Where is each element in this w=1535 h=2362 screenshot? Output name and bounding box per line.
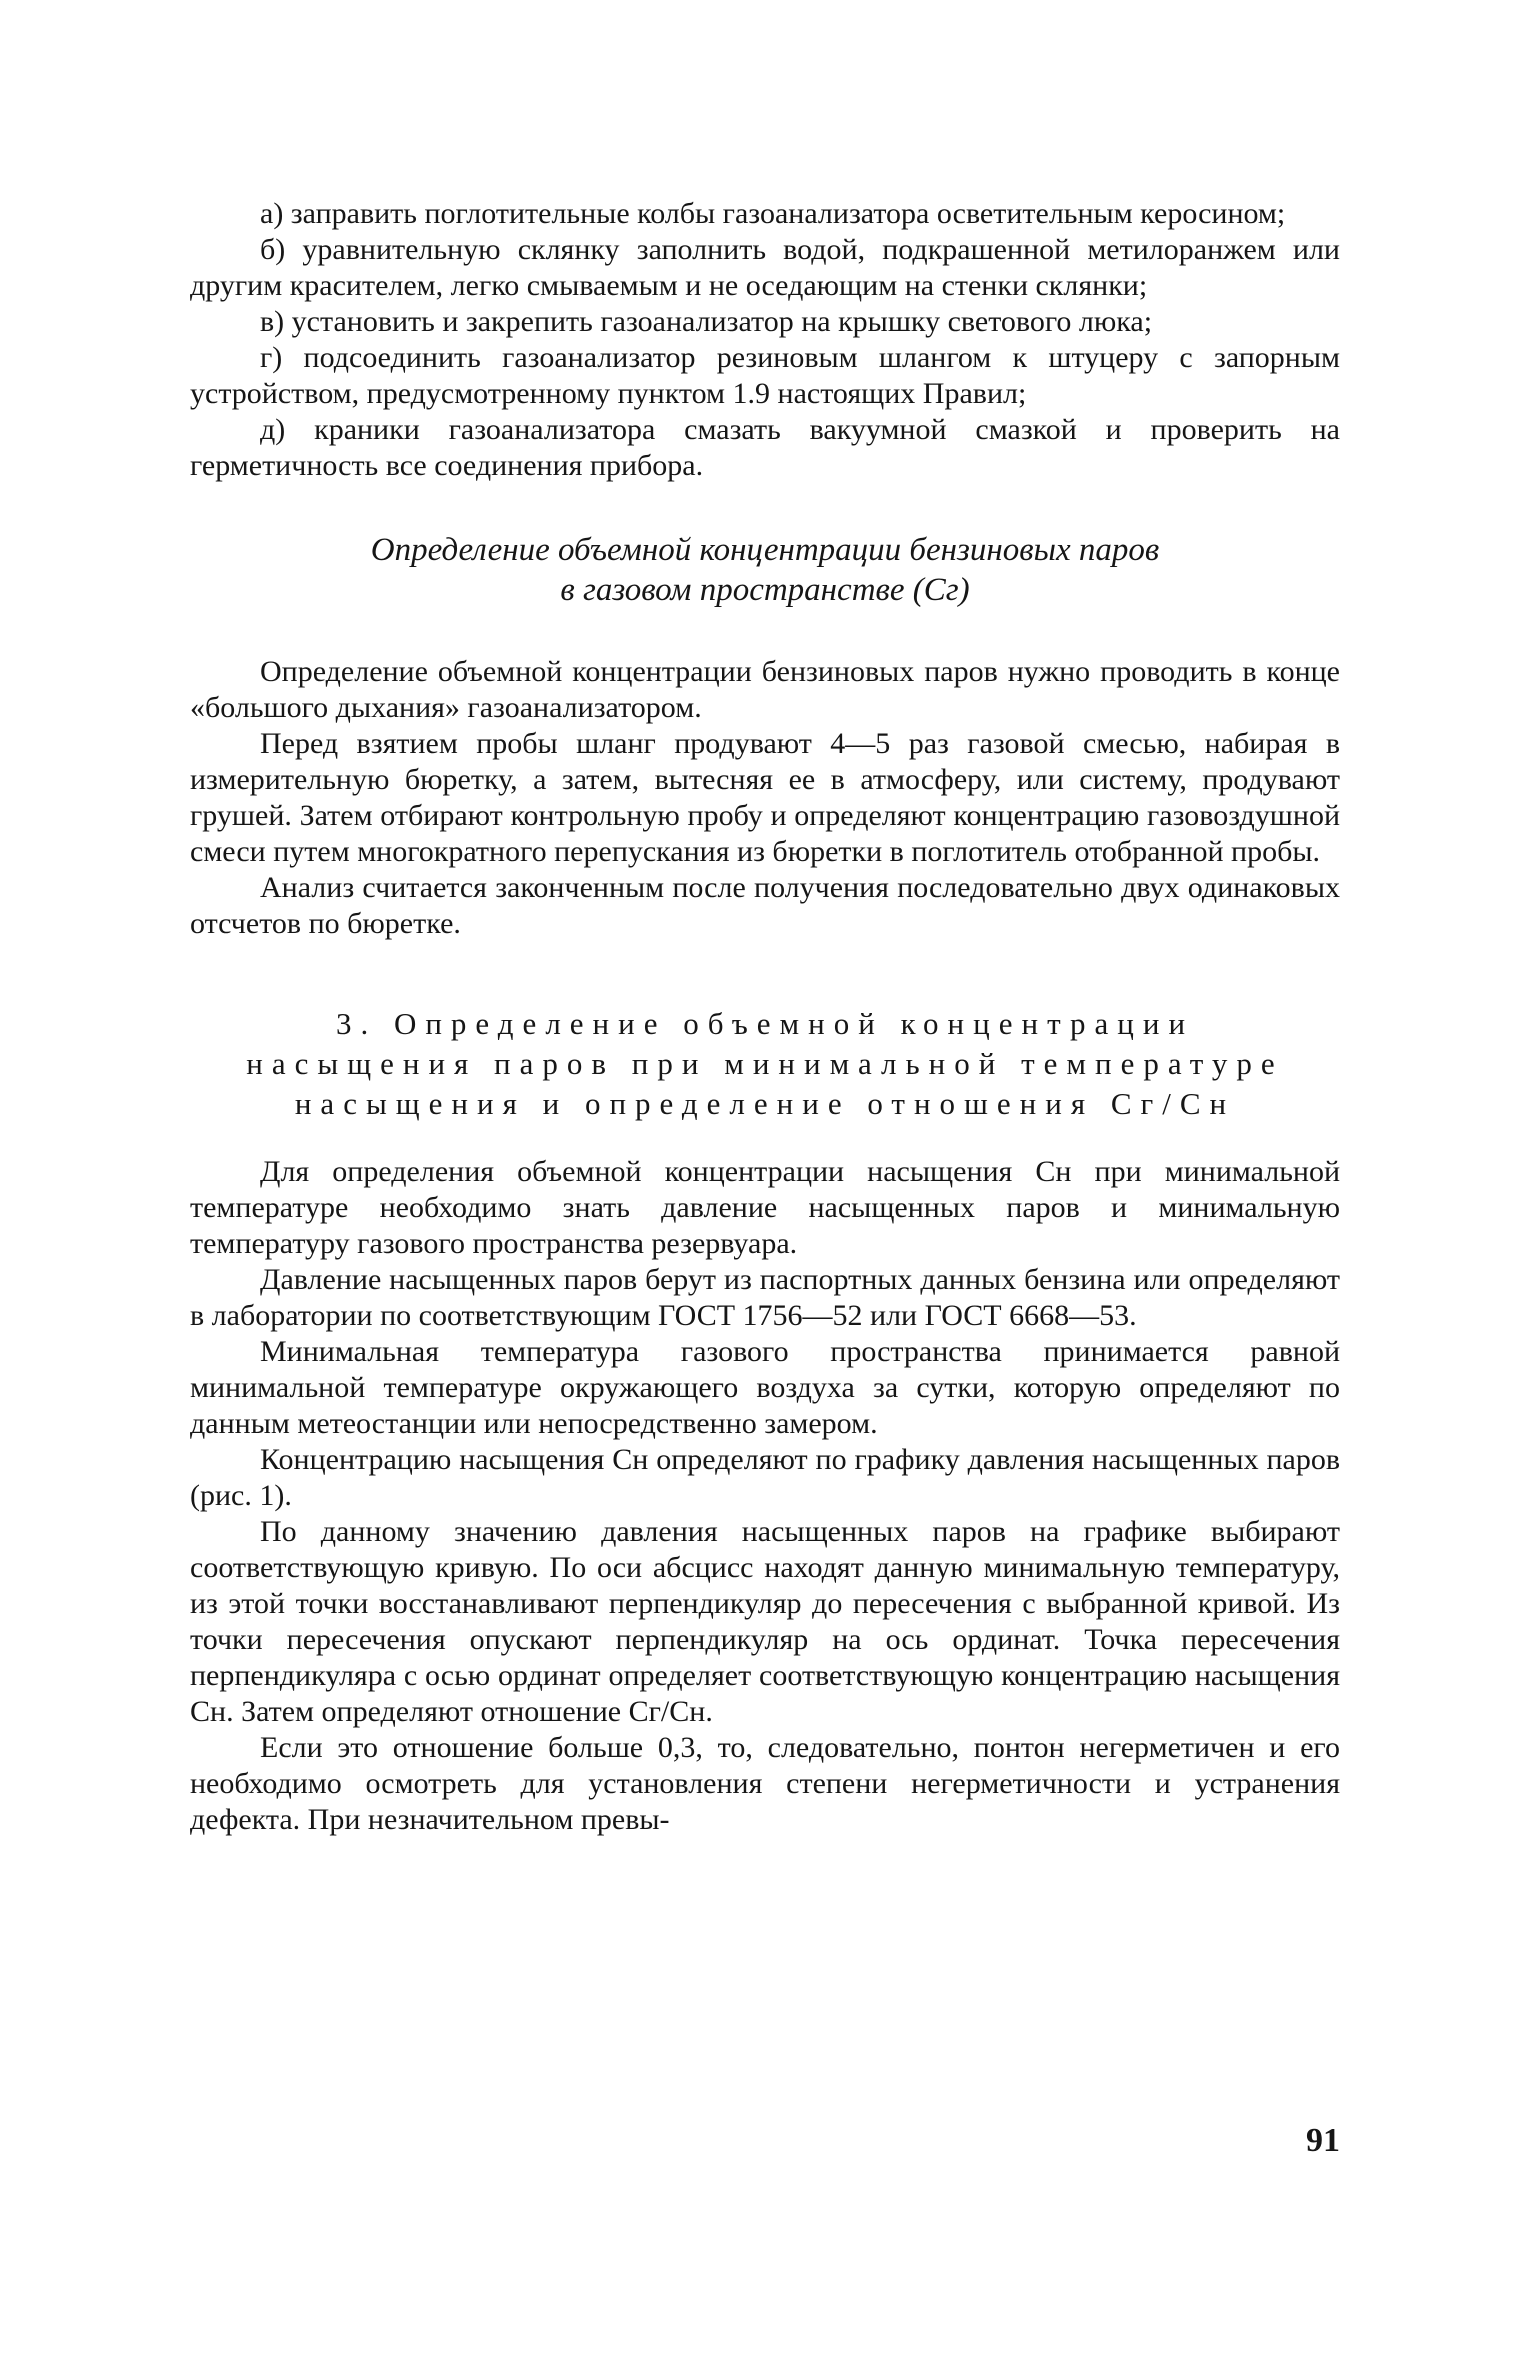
subsection-heading-line1: Определение объемной концентрации бензиновых паров	[370, 532, 1160, 568]
list-item-d: д) краники газоанализатора смазать вакуумной смазкой и проверить на герметичность все соединения прибора.	[190, 413, 1340, 482]
list-item-g: г) подсоединить газоанализатор резиновым шлангом к штуцеру с запорным устройством, предусмотренному пунктом 1.9 настоящих Правил;	[190, 341, 1340, 410]
document-page	[190, 196, 1340, 1838]
paragraph-vapor-pressure: Давление насыщенных паров берут из паспортных данных бензина или определяют в лаборатории по соответствующим ГОСТ 1756—52 или ГОСТ 6668—53.	[190, 1263, 1340, 1332]
subsection-heading-line2: в газовом пространстве (Сг)	[560, 572, 970, 608]
paragraph-ratio-check: Если это отношение больше 0,3, то, следовательно, понтон негерметичен и его необходимо осмотреть для установления степени негерметичности и устранения дефекта. При незначительном превы-	[190, 1731, 1340, 1836]
page-number: 91	[1306, 2122, 1340, 2159]
paragraph-graph-procedure: По данному значению давления насыщенных паров на графике выбирают соответствующую кривую. По оси абсцисс находят данную минимальную температуру, из этой точки восстанавливают перпендикуляр до пересечения с выбранной кривой. Из точки пересечения опускают перпендикуляр на ось ординат. Точка пересечения перпендикуляра с осью ординат определяет соответствующую концентрацию насыщения Сн. Затем определяют отношение Сг/Сн.	[190, 1515, 1340, 1728]
paragraph-saturation-intro: Для определения объемной концентрации насыщения Сн при минимальной температуре необходимо знать давление насыщенных паров и минимальную температуру газового пространства резервуара.	[190, 1155, 1340, 1260]
list-item-a: а) заправить поглотительные колбы газоанализатора осветительным керосином;	[260, 197, 1286, 230]
paragraph-min-temperature: Минимальная температура газового пространства принимается равной минимальной температуре окружающего воздуха за сутки, которую определяют по данным метеостанции или непосредственно замером.	[190, 1335, 1340, 1440]
list-item-b: б) уравнительную склянку заполнить водой, подкрашенной метилоранжем или другим красителем, легко смываемым и не оседающим на стенки склянки;	[190, 233, 1340, 302]
paragraph-sampling-procedure: Перед взятием пробы шланг продувают 4—5 раз газовой смесью, набирая в измерительную бюретку, а затем, вытесняя ее в атмосферу, или систему, продувают грушей. Затем отбирают контрольную пробу и определяют концентрацию газовоздушной смеси путем многократного перепускания из бюретки в поглотитель отобранной пробы.	[190, 727, 1340, 868]
section-heading	[190, 1004, 1340, 1124]
list-item-v: в) установить и закрепить газоанализатор на крышку светового люка;	[260, 305, 1153, 338]
section-heading-line1: 3. Определение объемной концентрации	[335, 1006, 1195, 1041]
paragraph-sampling-time: Определение объемной концентрации бензиновых паров нужно проводить в конце «большого дыхания» газоанализатором.	[190, 655, 1340, 724]
paragraph-concentration-graph: Концентрацию насыщения Сн определяют по графику давления насыщенных паров (рис. 1).	[190, 1443, 1340, 1512]
section-heading-line2: насыщения паров при минимальной температуре	[246, 1046, 1284, 1081]
section-heading-line3: насыщения и определение отношения Сг/Сн	[294, 1086, 1236, 1121]
subsection-heading	[190, 530, 1340, 610]
paragraph-analysis-complete: Анализ считается законченным после получения последовательно двух одинаковых отсчетов по бюретке.	[190, 871, 1340, 940]
